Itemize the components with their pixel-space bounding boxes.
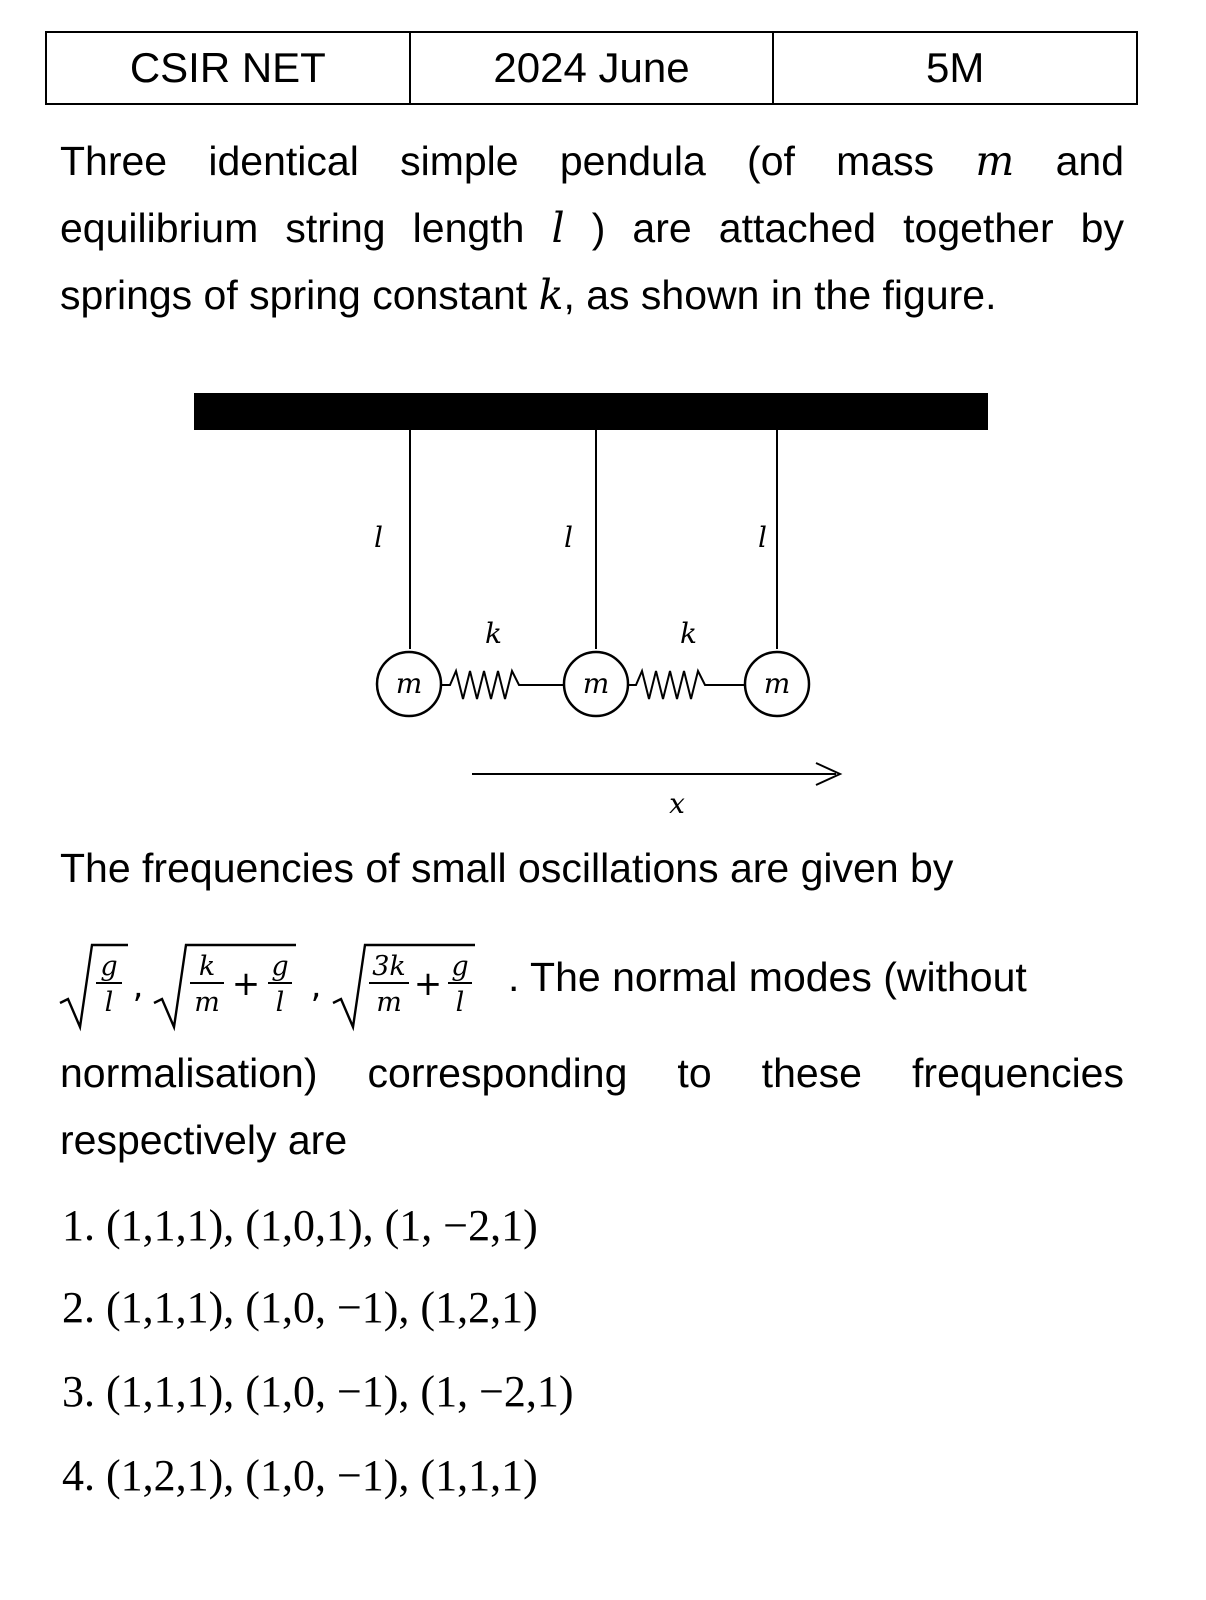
mass-label-right: m [763, 667, 791, 700]
option-1-number: 1. [62, 1201, 95, 1250]
option-3-text: (1,1,1), (1,0, −1), (1, −2,1) [106, 1367, 574, 1416]
string-length-label-right: l [758, 521, 767, 554]
denominator-l-1: l [104, 987, 114, 1018]
option-2-text: (1,1,1), (1,0, −1), (1,2,1) [106, 1283, 538, 1332]
plus-sign-2: + [413, 964, 443, 1004]
numerator-g-3: g [451, 951, 469, 982]
mass-label-middle: m [582, 667, 610, 700]
option-3-number: 3. [62, 1367, 95, 1416]
symbol-m: m [975, 137, 1015, 185]
string-length-label-middle: l [564, 521, 573, 554]
numerator-k: k [198, 951, 216, 982]
denominator-m-2: m [376, 987, 402, 1018]
header-table [45, 31, 1138, 105]
question-continuation: normalisation) corresponding to these frequencies respectively are [60, 1050, 1124, 1163]
comma-2: , [310, 966, 322, 1006]
exam-name-cell: CSIR NET [46, 32, 410, 104]
denominator-l-2: l [275, 987, 285, 1018]
frequency-tail-text: . The normal modes (without [508, 954, 1027, 1000]
option-2[interactable] [62, 1280, 538, 1336]
option-1-text: (1,1,1), (1,0,1), (1, −2,1) [106, 1201, 538, 1250]
symbol-k: k [538, 271, 564, 319]
option-4-number: 4. [62, 1451, 95, 1500]
pendulum-figure [180, 385, 1000, 825]
denominator-m-1: m [194, 987, 220, 1018]
ceiling-support [194, 393, 988, 430]
numerator-g-2: g [271, 951, 289, 982]
spring-constant-label-left: k [485, 617, 502, 650]
mass-label-left: m [395, 667, 423, 700]
spring-left [442, 671, 564, 699]
numerator-3k: 3k [372, 951, 406, 982]
question-intro [60, 128, 1124, 329]
spring-right [628, 671, 745, 699]
spring-constant-label-right: k [680, 617, 697, 650]
symbol-l: l [551, 204, 565, 252]
intro-text-2: and equilibrium string length [60, 138, 1124, 251]
comma-1: , [132, 966, 144, 1006]
string-length-label-left: l [374, 521, 383, 554]
option-2-number: 2. [62, 1283, 95, 1332]
x-axis-label: x [669, 787, 685, 820]
option-3[interactable] [62, 1364, 574, 1420]
option-4-text: (1,2,1), (1,0, −1), (1,1,1) [106, 1451, 538, 1500]
intro-text-1: Three identical simple pendula (of mass [60, 138, 976, 184]
option-1[interactable] [62, 1198, 538, 1254]
denominator-l-3: l [455, 987, 465, 1018]
frequency-lead-text: The frequencies of small oscillations are given by [60, 845, 954, 891]
radical-sign-1 [60, 945, 128, 1027]
plus-sign-1: + [231, 964, 261, 1004]
frequency-expressions [58, 935, 508, 1035]
intro-text-3: ) are attached together by springs of spring constant [60, 205, 1124, 318]
exam-session-cell: 2024 June [410, 32, 774, 104]
option-4[interactable] [62, 1448, 538, 1504]
marks-cell: 5M [773, 32, 1137, 104]
intro-text-4: , as shown in the figure. [563, 272, 997, 318]
numerator-g-1: g [100, 951, 118, 982]
